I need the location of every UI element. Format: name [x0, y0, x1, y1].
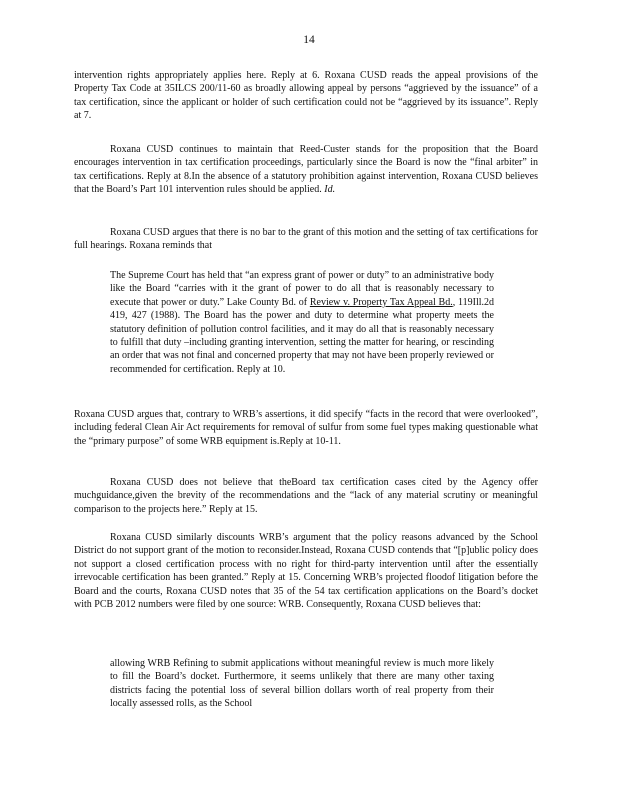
block-quote-supreme-court — [110, 269, 494, 376]
paragraph-reed-custer-text: Roxana CUSD continues to maintain that Reed-Custer stands for the proposition that the Board encourages intervention in tax certification proceedings, particularly since the Board is now the “final arbiter” in tax certifications. Reply at 8.In the absence of a statutory prohibition against intervention, Roxana CUSD believes that the Board’s Part 101 intervention rules should be applied. — [74, 144, 538, 196]
id-citation: Id. — [324, 184, 336, 196]
case-citation: Review v. Property Tax Appeal Bd. — [309, 296, 453, 308]
page-number: 14 — [303, 34, 315, 46]
paragraph-no-bar: Roxana CUSD argues that there is no bar to the grant of this motion and the setting of tax certifications for full hearings. Roxana reminds that — [74, 227, 538, 252]
paragraph-reed-custer — [74, 143, 538, 197]
paragraph-agency-cases: Roxana CUSD does not believe that theBoard tax certification cases cited by the Agency offer muchguidance,given the brevity of the recommendations and the “lack of any material scrutiny or meaningful comparison to the projects here.” Reply at 15. — [74, 477, 538, 515]
paragraph-intervention-rights: intervention rights appropriately applies here. Reply at 6. Roxana CUSD reads the appeal provisions of the Property Tax Code at 35ILCS 200/11-60 as broadly allowing appeal by persons “aggrieved by the issuance” of a tax certification, since the applicant or holder of such certification could not be “aggrieved by its issuance”. Reply at 7. — [74, 70, 538, 122]
quote-text-part-2: , 119Ill.2d 419, 427 (1988). The Board has the power and duty to determine what property meets the statutory definition of pollution control facilities, and it may do all that is reasonably necessary to fulfill that duty –including granting intervention, setting the matter for hearing, or rescinding an order that was not final and concerned property that may not have been properly reviewed or recommended for certification. Reply at 10. — [110, 296, 495, 375]
paragraph-policy-reasons: Roxana CUSD similarly discounts WRB’s argument that the policy reasons advanced by the School District do not support grant of the motion to reconsider.Instead, Roxana CUSD contends that “[p]ublic policy does not support a closed certification process with no right for third-party intervention until after the essentially irrevocable certification has been granted.” Reply at 15. Concerning WRB’s projected floodof litigation before the Board and the courts, Roxana CUSD notes that 35 of the 54 tax certification applications on the Board’s docket with PCB 2012 numbers were filed by one source: WRB. Consequently, Roxana CUSD believes that: — [74, 532, 538, 611]
block-quote-wrb-refining: allowing WRB Refining to submit applications without meaningful review is much more likely to fill the Board’s docket. Furthermore, it seems unlikely that there are many other taxing districts facing the potential loss of several billion dollars worth of real property from their locally assessed rolls, as the School — [110, 658, 494, 710]
quote-text-part-1: The Supreme Court has held that “an express grant of power or duty” to an administrative body like the Board “carries with it the grant of power to do all that is reasonably necessary to execute that power or duty.” Lake County Bd. of — [110, 270, 494, 308]
paragraph-facts-overlooked: Roxana CUSD argues that, contrary to WRB’s assertions, it did specify “facts in the record that were overlooked”, including federal Clean Air Act requirements for removal of sulfur from some fuel types making questionable what the “primary purpose” of some WRB equipment is.Reply at 10-11. — [74, 409, 538, 447]
